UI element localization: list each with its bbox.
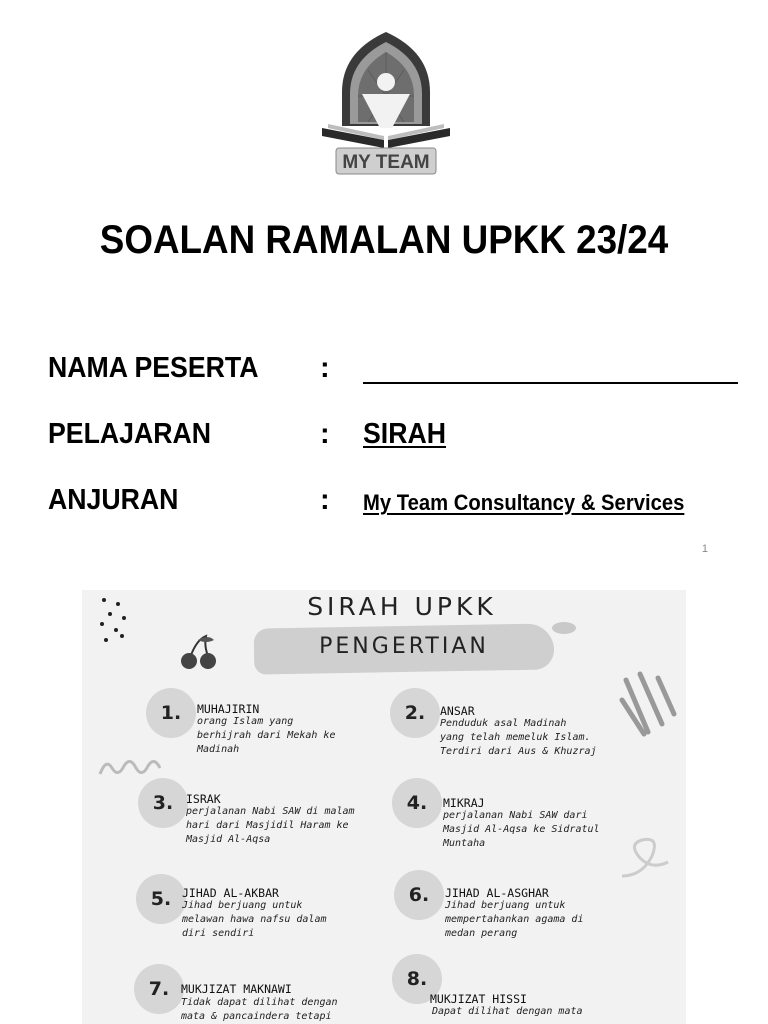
item-number: 4.	[392, 778, 442, 828]
field-pelajaran	[48, 418, 748, 458]
field-colon: :	[320, 352, 330, 384]
logo-text: MY TEAM	[342, 152, 430, 173]
field-nama-peserta	[48, 352, 748, 392]
field-colon: :	[320, 418, 330, 450]
item-description: orang Islam yang berhijrah dari Mekah ke Madinah	[197, 716, 336, 755]
rays-decoration-icon	[618, 670, 678, 740]
field-label: ANJURAN	[48, 484, 179, 516]
item-heading: MUHAJIRIN	[197, 702, 260, 716]
infographic-title: SIRAH UPKK	[307, 592, 497, 621]
item-number: 3.	[138, 778, 188, 828]
field-colon: :	[320, 484, 330, 516]
item-number: 7.	[134, 964, 184, 1014]
sirah-infographic	[82, 590, 686, 1024]
item-description: Tidak dapat dilihat dengan mata & pancaindera tetapi	[181, 997, 338, 1022]
field-value: SIRAH	[363, 418, 447, 450]
field-anjuran	[48, 484, 748, 524]
item-heading: MUKJIZAT HISSI	[430, 992, 527, 1006]
item-description: Penduduk asal Madinah yang telah memeluk Islam. Terdiri dari Aus & Khuzraj	[440, 718, 597, 757]
item-description: Jihad berjuang untuk mempertahankan agama di medan perang	[445, 900, 584, 939]
field-value: My Team Consultancy & Services	[363, 490, 685, 515]
item-description: Dapat dilihat dengan mata	[432, 1006, 583, 1017]
page-number: 1	[701, 543, 708, 555]
item-description: perjalanan Nabi SAW di malam hari dari Masjidil Haram ke Masjid Al-Aqsa	[186, 806, 355, 845]
my-team-logo	[318, 30, 454, 176]
field-label: PELAJARAN	[48, 418, 212, 450]
item-heading: JIHAD AL-ASGHAR	[445, 886, 549, 900]
item-number: 6.	[394, 870, 444, 920]
item-number: 8.	[392, 954, 442, 1004]
name-blank-line[interactable]	[363, 382, 738, 384]
infographic-subtitle: PENGERTIAN	[319, 634, 489, 659]
item-description: perjalanan Nabi SAW dari Masjid Al-Aqsa ke Sidratul Muntaha	[443, 810, 600, 849]
item-heading: ANSAR	[440, 704, 475, 718]
item-heading: JIHAD AL-AKBAR	[182, 886, 279, 900]
cherry-icon	[178, 634, 220, 670]
dots-decoration-icon	[96, 594, 136, 654]
squiggle-decoration-icon	[98, 756, 168, 780]
field-label: NAMA PESERTA	[48, 352, 259, 384]
page-title: SOALAN RAMALAN UPKK 23/24	[99, 218, 669, 262]
item-number: 5.	[136, 874, 186, 924]
swirl-decoration-icon	[612, 826, 672, 886]
item-heading: MUKJIZAT MAKNAWI	[181, 982, 292, 996]
item-number: 1.	[146, 688, 196, 738]
item-description: Jihad berjuang untuk melawan hawa nafsu dalam diri sendiri	[182, 900, 327, 939]
item-heading: MIKRAJ	[443, 796, 485, 810]
blob-decoration-icon	[550, 620, 578, 636]
item-number: 2.	[390, 688, 440, 738]
item-heading: ISRAK	[186, 792, 221, 806]
